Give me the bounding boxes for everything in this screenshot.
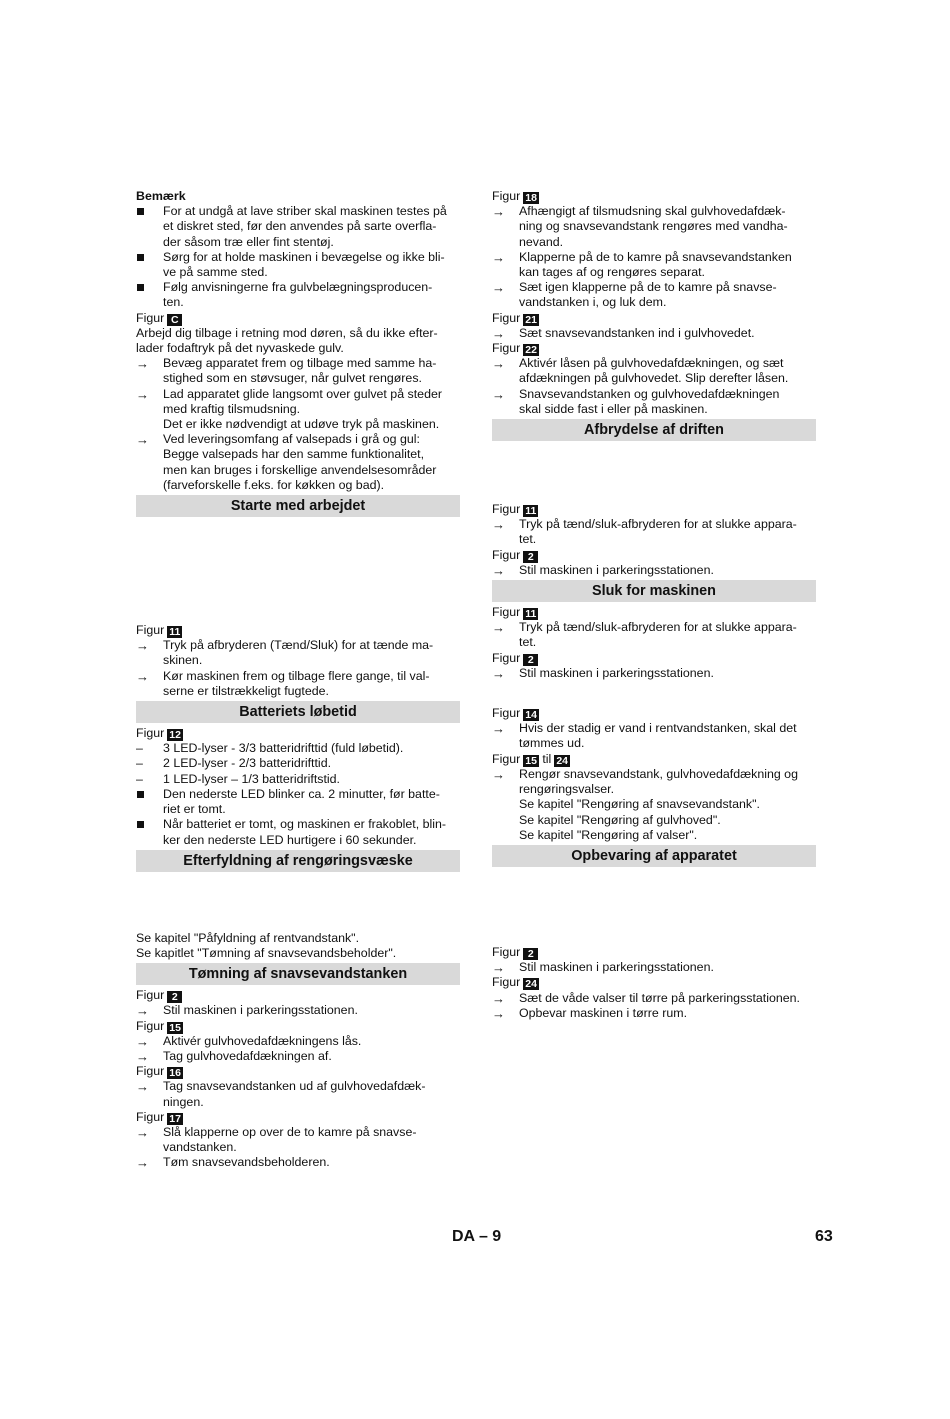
instruction-step: [492, 767, 816, 782]
bullet-item: [136, 295, 460, 310]
figure-number-badge: 16: [169, 1067, 181, 1080]
figure-reference: [136, 1019, 460, 1034]
instruction-step: [136, 1125, 460, 1140]
instruction-step: [136, 1140, 460, 1155]
section-heading: Opbevaring af apparatet: [492, 845, 816, 867]
arrow-icon: →: [492, 665, 505, 681]
line-text: Tryk på afbryderen (Tænd/Sluk) for at tænde ma-: [163, 638, 434, 653]
arrow-icon: →: [136, 386, 149, 402]
instruction-step: [136, 1155, 460, 1170]
line-text: Det er ikke nødvendigt at udøve tryk på maskinen.: [163, 417, 440, 432]
figure-label: Figur: [136, 1109, 165, 1124]
paragraph-line: [136, 946, 460, 961]
figure-reference: [492, 706, 816, 721]
instruction-step: [492, 356, 816, 371]
line-text: (farveforskelle f.eks. for køkken og bad).: [163, 477, 385, 492]
figure-number-badge: 11: [525, 608, 537, 621]
figure-label: Figur: [492, 975, 521, 990]
instruction-step: [492, 991, 816, 1006]
line-text: tet.: [519, 532, 537, 547]
instruction-step: [136, 1034, 460, 1049]
line-text: Se kapitel "Rengøring af gulvhoved".: [519, 812, 721, 827]
line-text: Bemærk: [136, 189, 186, 203]
footer-section-label: DA – 9: [452, 1228, 502, 1245]
line-text: Sæt igen klapperne på de to kamre på snavse-: [519, 280, 777, 295]
figure-reference: [492, 548, 816, 563]
instruction-step: [136, 371, 460, 386]
arrow-icon: →: [492, 280, 505, 296]
line-text: Bevæg apparatet frem og tilbage med samme ha-: [163, 356, 437, 371]
line-text: ning og snavsevandstank rengøres med vandha-: [519, 219, 788, 234]
line-text: Sæt snavsevandstanken ind i gulvhovedet.: [519, 325, 755, 340]
line-text: Rengør snavsevandstank, gulvhovedafdækning og: [519, 766, 798, 781]
line-text: Klapperne på de to kamre på snavsevandstanken: [519, 249, 792, 264]
dash-marker: –: [136, 771, 143, 786]
line-text: Stil maskinen i parkeringsstationen.: [519, 960, 714, 975]
figure-label: Figur: [136, 1018, 165, 1033]
instruction-step: [492, 219, 816, 234]
instruction-step: [492, 532, 816, 547]
figure-reference: [136, 623, 460, 638]
right-column: [492, 189, 816, 1021]
line-text: tømmes ud.: [519, 736, 585, 751]
instruction-step: [492, 736, 816, 751]
figure-number-badge: 11: [169, 626, 181, 639]
figure-reference: [492, 975, 816, 990]
line-text: For at undgå at lave striber skal maskinen testes på: [163, 204, 447, 219]
figure-label: Figur: [492, 502, 521, 517]
line-text: Lad apparatet glide langsomt over gulvet på steder: [163, 386, 442, 401]
line-text: vandstanken i, og luk dem.: [519, 295, 667, 310]
arrow-icon: →: [492, 517, 505, 533]
bullet-item: [136, 204, 460, 219]
line-text: Den nederste LED blinker ca. 2 minutter, før batte-: [163, 786, 440, 801]
arrow-icon: →: [492, 766, 505, 782]
line-text: Hvis der stadig er vand i rentvandstanken, skal det: [519, 721, 797, 736]
line-text: Se kapitel "Rengøring af valser".: [519, 827, 698, 842]
figure-reference: [492, 189, 816, 204]
paragraph-line: [136, 931, 460, 946]
arrow-icon: →: [492, 721, 505, 737]
instruction-step: [136, 1079, 460, 1094]
line-text: Kør maskinen frem og tilbage flere gange, til val-: [163, 668, 430, 683]
figure-label: Figur: [136, 988, 165, 1003]
line-text: Når batteriet er tomt, og maskinen er frakoblet, blin-: [163, 817, 447, 832]
line-text: Tryk på tænd/sluk-afbryderen for at slukke appara-: [519, 620, 797, 635]
figure-reference: [136, 311, 460, 326]
square-bullet-shape: [137, 284, 144, 291]
instruction-step: [136, 653, 460, 668]
section-heading: Batteriets løbetid: [136, 701, 460, 723]
bullet-item: [136, 235, 460, 250]
figure-number-badge: 24: [556, 754, 569, 767]
arrow-icon: →: [492, 386, 505, 402]
instruction-step: [492, 517, 816, 532]
figure-number-badge: 2: [523, 654, 538, 666]
arrow-icon: →: [136, 668, 149, 684]
line-text: Arbejd dig tilbage i retning mod døren, så du ikke efter-: [136, 325, 438, 340]
bullet-item: [136, 833, 460, 848]
instruction-step: [492, 666, 816, 681]
arrow-icon: →: [136, 1003, 149, 1019]
column-spacer: [136, 875, 460, 931]
line-text: men kan bruges i forskellige anvendelsesområder: [163, 462, 437, 477]
instruction-step: [492, 797, 816, 812]
figure-reference: [492, 605, 816, 620]
figure-reference: [492, 945, 816, 960]
arrow-icon: →: [492, 562, 505, 578]
line-text: Ved leveringsomfang af valsepads i grå og gul:: [163, 432, 420, 447]
paragraph-line: [136, 189, 460, 204]
line-text: kan tages af og rengøres separat.: [519, 265, 705, 280]
instruction-step: [492, 235, 816, 250]
figure-reference: [136, 1064, 460, 1079]
figure-label: Figur: [492, 650, 521, 665]
figure-number-badge: 2: [523, 948, 538, 960]
section-heading: Sluk for maskinen: [492, 580, 816, 602]
bullet-item: [136, 787, 460, 802]
figure-reference: [136, 726, 460, 741]
line-text: 2 LED-lyser - 2/3 batteridrifttid.: [163, 756, 332, 771]
arrow-icon: →: [492, 990, 505, 1006]
figure-label: Figur: [136, 1064, 165, 1079]
line-text: Tag gulvhovedafdækningen af.: [163, 1048, 332, 1063]
figure-reference: [492, 651, 816, 666]
bullet-item: [136, 280, 460, 295]
instruction-step: [492, 326, 816, 341]
arrow-icon: →: [136, 1124, 149, 1140]
instruction-step: [136, 417, 460, 432]
bullet-item: [136, 802, 460, 817]
line-text: rengøringsvalser.: [519, 782, 615, 797]
line-text: et diskret sted, før den anvendes på sarte overfla-: [163, 219, 437, 234]
instruction-step: [492, 371, 816, 386]
section-heading: Efterfyldning af rengøringsvæske: [136, 850, 460, 872]
arrow-icon: →: [492, 325, 505, 341]
instruction-step: [136, 684, 460, 699]
instruction-step: [136, 402, 460, 417]
section-heading: Tømning af snavsevandstanken: [136, 963, 460, 985]
instruction-step: [492, 563, 816, 578]
figure-label: Figur: [136, 623, 165, 638]
figure-number-badge: 17: [169, 1112, 181, 1125]
figure-label: Figur: [136, 310, 165, 325]
line-text: Sæt de våde valser til tørre på parkeringsstationen.: [519, 990, 800, 1005]
instruction-step: [492, 387, 816, 402]
line-text: afdækningen på gulvhovedet. Slip derefter låsen.: [519, 371, 789, 386]
dash-item: [136, 741, 460, 756]
arrow-icon: →: [136, 1079, 149, 1095]
left-column: [136, 189, 460, 1171]
line-text: Aktivér låsen på gulvhovedafdækningen, og sæt: [519, 356, 784, 371]
instruction-step: [492, 280, 816, 295]
figure-number-badge: 22: [525, 344, 537, 357]
square-bullet-shape: [137, 791, 144, 798]
instruction-step: [492, 960, 816, 975]
figure-label: Figur: [492, 605, 521, 620]
bullet-item: [136, 250, 460, 265]
arrow-icon: →: [492, 356, 505, 372]
arrow-icon: →: [136, 1048, 149, 1064]
figure-label: Figur: [492, 341, 521, 356]
figure-label: Figur: [492, 547, 521, 562]
instruction-step: [492, 402, 816, 417]
arrow-icon: →: [136, 432, 149, 448]
square-bullet-icon: [136, 787, 160, 802]
arrow-icon: →: [492, 620, 505, 636]
figure-number-badge: 2: [167, 991, 182, 1003]
line-text: der såsom træ eller fint stentøj.: [163, 234, 334, 249]
column-spacer: [492, 681, 816, 706]
line-text: Se kapitel "Rengøring af snavsevandstank".: [519, 797, 760, 812]
column-spacer: [492, 870, 816, 945]
instruction-step: [136, 478, 460, 493]
paragraph-line: [136, 341, 460, 356]
figure-number-badge: 2: [523, 551, 538, 563]
line-text: Se kapitlet "Tømning af snavsevandsbeholder".: [136, 945, 397, 960]
dash-item: [136, 756, 460, 771]
instruction-step: [492, 295, 816, 310]
line-text: Aktivér gulvhovedafdækningens lås.: [163, 1033, 362, 1048]
line-text: riet er tomt.: [163, 802, 226, 817]
line-text: Følg anvisningerne fra gulvbelægningsproducen-: [163, 280, 433, 295]
figure-reference: [492, 341, 816, 356]
figure-label: Figur: [492, 189, 521, 203]
line-text: tet.: [519, 635, 537, 650]
line-text: Tøm snavsevandsbeholderen.: [163, 1155, 330, 1170]
square-bullet-icon: [136, 280, 160, 295]
figure-number-badge: 12: [169, 729, 181, 742]
line-text: Sørg for at holde maskinen i bevægelse og ikke bli-: [163, 249, 445, 264]
instruction-step: [492, 721, 816, 736]
arrow-icon: →: [136, 638, 149, 654]
arrow-icon: →: [492, 204, 505, 220]
figure-number-badge: 18: [525, 192, 537, 204]
line-text: Opbevar maskinen i tørre rum.: [519, 1005, 688, 1020]
line-text: skinen.: [163, 653, 203, 668]
instruction-step: [136, 447, 460, 462]
line-text: lader fodaftryk på det nyvaskede gulv.: [136, 341, 344, 356]
figure-label: Figur: [492, 751, 521, 766]
line-text: 3 LED-lyser - 3/3 batteridrifttid (fuld løbetid).: [163, 741, 404, 756]
square-bullet-icon: [136, 817, 160, 832]
line-text: Begge valsepads har den samme funktionalitet,: [163, 447, 425, 462]
figure-label: Figur: [136, 726, 165, 741]
figure-number-badge: 15: [525, 754, 537, 767]
line-text: med kraftig tilsmudsning.: [163, 401, 301, 416]
instruction-step: [492, 265, 816, 280]
instruction-step: [492, 1006, 816, 1021]
line-text: vandstanken.: [163, 1140, 237, 1155]
line-text: 1 LED-lyser – 1/3 batteridriftstid.: [163, 771, 340, 786]
arrow-icon: →: [492, 960, 505, 976]
instruction-step: [136, 356, 460, 371]
figure-number-badge: 24: [525, 978, 537, 991]
section-heading: Afbrydelse af driften: [492, 419, 816, 441]
arrow-icon: →: [492, 249, 505, 265]
line-text: Slå klapperne op over de to kamre på snavse-: [163, 1124, 417, 1139]
line-text: Tag snavsevandstanken ud af gulvhovedafdæk-: [163, 1079, 426, 1094]
line-text: stighed som en støvsuger, når gulvet rengøres.: [163, 371, 422, 386]
instruction-step: [136, 432, 460, 447]
line-text: serne er tilstrækkeligt fugtede.: [163, 683, 329, 698]
line-text: Stil maskinen i parkeringsstationen.: [519, 562, 714, 577]
column-spacer: [136, 520, 460, 623]
bullet-item: [136, 265, 460, 280]
instruction-step: [136, 1003, 460, 1018]
dash-marker: –: [136, 741, 143, 756]
line-text: Stil maskinen i parkeringsstationen.: [519, 665, 714, 680]
section-heading: Starte med arbejdet: [136, 495, 460, 517]
square-bullet-shape: [137, 254, 144, 261]
line-text: Se kapitel "Påfyldning af rentvandstank".: [136, 930, 360, 945]
instruction-step: [492, 204, 816, 219]
square-bullet-shape: [137, 208, 144, 215]
dash-item: [136, 772, 460, 787]
footer-page-number: 63: [815, 1228, 833, 1245]
arrow-icon: →: [136, 1155, 149, 1171]
square-bullet-icon: [136, 250, 160, 265]
figure-label: Figur: [492, 706, 521, 721]
instruction-step: [492, 813, 816, 828]
square-bullet-shape: [137, 821, 144, 828]
arrow-icon: →: [492, 1005, 505, 1021]
instruction-step: [136, 463, 460, 478]
bullet-item: [136, 817, 460, 832]
line-text: ten.: [163, 295, 184, 310]
figure-reference: [136, 988, 460, 1003]
instruction-step: [492, 250, 816, 265]
instruction-step: [136, 1095, 460, 1110]
figure-number-badge: 21: [525, 313, 537, 326]
figure-number-badge: 15: [169, 1021, 181, 1034]
line-text: Stil maskinen i parkeringsstationen.: [163, 1003, 358, 1018]
figure-label: Figur: [492, 944, 521, 959]
instruction-step: [492, 782, 816, 797]
instruction-step: [136, 669, 460, 684]
arrow-icon: →: [136, 356, 149, 372]
square-bullet-icon: [136, 204, 160, 219]
line-text: Snavsevandstanken og gulvhovedafdækningen: [519, 386, 780, 401]
figure-number-badge: 14: [525, 709, 537, 722]
instruction-step: [136, 387, 460, 402]
line-text: skal sidde fast i eller på maskinen.: [519, 401, 708, 416]
arrow-icon: →: [136, 1033, 149, 1049]
figure-reference: [136, 1110, 460, 1125]
figure-number-badge: 11: [525, 505, 537, 518]
line-text: Afhængigt af tilsmudsning skal gulvhovedafdæk-: [519, 204, 786, 219]
line-text: ningen.: [163, 1094, 204, 1109]
line-text: ker den nederste LED hurtigere i 60 sekunder.: [163, 832, 417, 847]
paragraph-line: [136, 326, 460, 341]
figure-reference: [492, 752, 816, 767]
instruction-step: [136, 1049, 460, 1064]
figure-label: Figur: [492, 310, 521, 325]
instruction-step: [136, 638, 460, 653]
column-spacer: [492, 444, 816, 502]
dash-marker: –: [136, 756, 143, 771]
figure-number-badge: C: [167, 314, 182, 326]
figure-reference: [492, 502, 816, 517]
bullet-item: [136, 219, 460, 234]
instruction-step: [492, 620, 816, 635]
line-text: nevand.: [519, 234, 564, 249]
figure-join: til: [538, 751, 552, 766]
line-text: Tryk på tænd/sluk-afbryderen for at slukke appara-: [519, 517, 797, 532]
line-text: ve på samme sted.: [163, 265, 268, 280]
figure-reference: [492, 311, 816, 326]
instruction-step: [492, 828, 816, 843]
instruction-step: [492, 635, 816, 650]
